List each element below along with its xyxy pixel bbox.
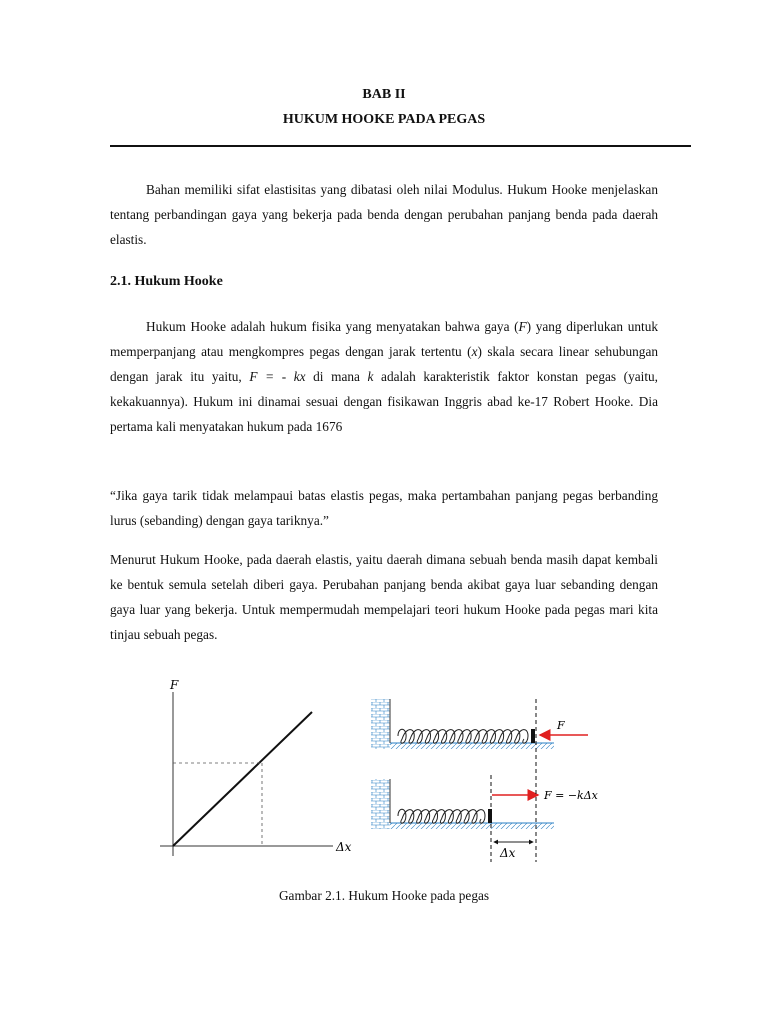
restoring-force-label: F = −kΔx bbox=[544, 789, 598, 802]
paragraph-text: ) skala secara linear sehubungan dengan jarak itu yaitu, bbox=[110, 344, 658, 384]
paragraph-text: ) yang diperlukan untuk memperpanjang atau mengkompres pegas dengan jarak tertentu ( bbox=[110, 319, 658, 359]
force-label: F bbox=[557, 719, 565, 732]
chapter-number: BAB II bbox=[362, 87, 406, 102]
spring-end-plate bbox=[531, 729, 535, 743]
constant-symbol: k bbox=[367, 369, 374, 384]
spring bbox=[398, 729, 528, 743]
spring bbox=[398, 809, 485, 823]
force-displacement-graph bbox=[160, 678, 352, 856]
section-heading: 2.1. Hukum Hooke bbox=[110, 274, 223, 289]
floor bbox=[390, 743, 554, 749]
paragraph-text: di mana bbox=[305, 369, 368, 384]
explanation-paragraph: Menurut Hukum Hooke, pada daerah elastis, yaitu daerah dimana sebuah benda masih dapat kembali ke bentuk semula setelah diberi gaya. Perubahan panjang benda akibat gaya luar sebanding dengan gaya luar yang bekerja. Untuk mempermudah mempelajari teori hukum Hooke pada pegas mari kita tinjau sebuah pegas. bbox=[110, 552, 658, 642]
hooke-quote: “Jika gaya tarik tidak melampaui batas elastis pegas, maka pertambahan panjang pegas berbanding lurus (sebanding) dengan gaya tariknya.” bbox=[110, 488, 658, 528]
graph-x-label: Δx bbox=[336, 840, 352, 854]
spring-coil bbox=[398, 809, 485, 823]
hooke-formula: F = - kx bbox=[249, 369, 306, 384]
wall bbox=[371, 779, 390, 829]
chapter-title: HUKUM HOOKE PADA PEGAS bbox=[282, 112, 486, 127]
intro-paragraph: Bahan memiliki sifat elastisitas yang dibatasi oleh nilai Modulus. Hukum Hooke menjelaskan tentang perbandingan gaya yang bekerja pada benda dengan perubahan panjang benda pada daerah elastis. bbox=[110, 182, 658, 247]
displacement-label: Δx bbox=[500, 846, 516, 860]
spring-coil bbox=[398, 729, 528, 743]
floor bbox=[390, 823, 554, 829]
compressed-spring-diagram bbox=[371, 699, 588, 749]
figure-caption: Gambar 2.1. Hukum Hooke pada pegas bbox=[278, 888, 490, 903]
restoring-force-diagram bbox=[371, 779, 599, 829]
graph-line bbox=[173, 712, 312, 846]
paragraph-text: Hukum Hooke adalah hukum fisika yang menyatakan bahwa gaya ( bbox=[146, 319, 519, 334]
force-symbol: F bbox=[518, 319, 527, 334]
paragraph-text: adalah karakteristik faktor konstan pegas (yaitu, kekakuannya). Hukum ini dinamai sesuai dengan fisikawan Inggris abad ke-17 Robert Hooke. Dia pertama kali menyatakan hukum pada 1676 bbox=[110, 369, 658, 434]
graph-y-label: F bbox=[170, 678, 179, 692]
distance-symbol: x bbox=[471, 344, 478, 359]
wall bbox=[371, 699, 390, 749]
